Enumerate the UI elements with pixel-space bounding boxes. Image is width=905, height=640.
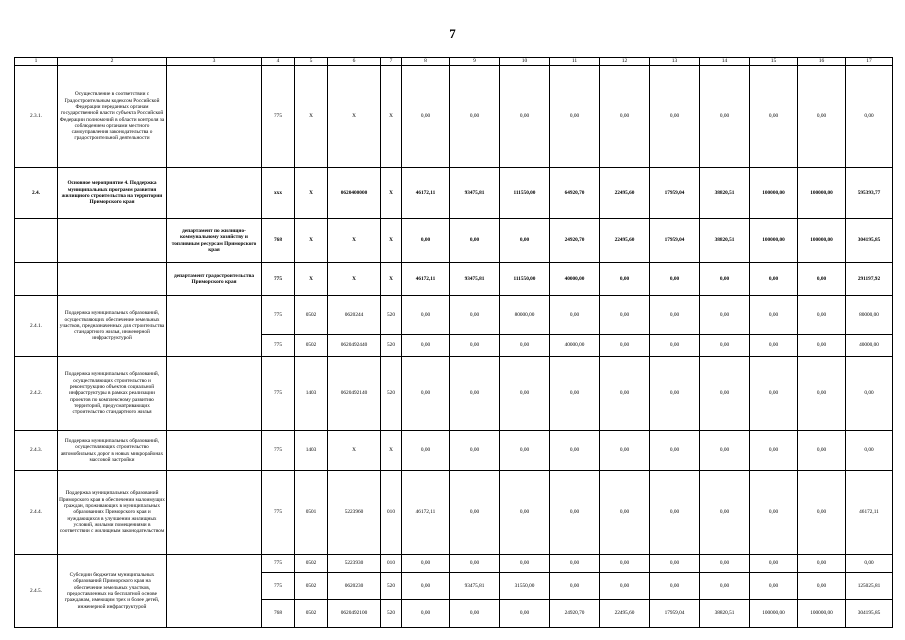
value-cell: 0,00	[550, 357, 600, 431]
value-cell: 0,00	[798, 296, 846, 335]
value-cell: 0,00	[650, 335, 700, 357]
value-cell: 64920,70	[550, 168, 600, 219]
value-cell: 520	[381, 296, 402, 335]
header-cell: 9	[450, 58, 500, 66]
value-cell: 768	[262, 219, 295, 263]
value-cell: 0,00	[500, 555, 550, 573]
value-cell: Х	[295, 219, 328, 263]
value-cell: 0,00	[750, 296, 798, 335]
value-cell: 0,00	[700, 431, 750, 471]
value-cell: 291197,92	[846, 263, 893, 296]
value-cell: 775	[262, 471, 295, 555]
header-cell: 2	[58, 58, 167, 66]
table-row	[15, 219, 893, 263]
value-cell: 0,00	[750, 263, 798, 296]
value-cell: 40000,00	[550, 335, 600, 357]
value-cell: 46172,11	[402, 168, 450, 219]
header-cell: 1	[15, 58, 58, 66]
value-cell: 0,00	[600, 431, 650, 471]
value-cell: 0,00	[700, 573, 750, 600]
value-cell: 0,00	[700, 471, 750, 555]
value-cell: 22495,60	[600, 168, 650, 219]
value-cell: 40000,00	[846, 335, 893, 357]
value-cell: 0620400000	[328, 168, 381, 219]
value-cell: 775	[262, 431, 295, 471]
value-cell: 0,00	[798, 573, 846, 600]
value-cell: 100000,00	[798, 168, 846, 219]
value-cell: 304195,85	[846, 219, 893, 263]
value-cell: 17959,04	[650, 219, 700, 263]
value-cell: 520	[381, 357, 402, 431]
value-cell: 775	[262, 573, 295, 600]
value-cell: 22495,60	[600, 219, 650, 263]
item-description: Осуществление в соответствии с Градостроительным кодексом Российской Федерации переданных органам государственной власти субъекта Российской Федерации полномочий в области контроля за соблюдением органами местного самоуправления законодательства о градостроительной деятельности	[58, 66, 167, 168]
table-row	[15, 431, 893, 471]
value-cell: Х	[328, 219, 381, 263]
empty-cell	[167, 296, 262, 357]
value-cell: 0,00	[550, 66, 600, 168]
value-cell: 0,00	[450, 219, 500, 263]
value-cell: 775	[262, 335, 295, 357]
value-cell: Х	[295, 263, 328, 296]
value-cell: 125025,81	[846, 573, 893, 600]
value-cell: 775	[262, 296, 295, 335]
value-cell: 0,00	[450, 66, 500, 168]
header-cell: 5	[295, 58, 328, 66]
value-cell: 0,00	[500, 431, 550, 471]
value-cell: Х	[328, 66, 381, 168]
value-cell: 0,00	[500, 600, 550, 628]
header-cell: 16	[798, 58, 846, 66]
value-cell: 0,00	[402, 219, 450, 263]
value-cell: 0,00	[402, 431, 450, 471]
value-cell: Х	[381, 66, 402, 168]
value-cell: 93475,81	[450, 263, 500, 296]
value-cell: 0,00	[750, 573, 798, 600]
value-cell: 100000,00	[750, 600, 798, 628]
empty-cell	[58, 219, 167, 263]
value-cell: Х	[328, 431, 381, 471]
value-cell: 0,00	[600, 471, 650, 555]
value-cell: 520	[381, 573, 402, 600]
value-cell: 0,00	[450, 555, 500, 573]
value-cell: 24920,70	[550, 600, 600, 628]
table-row	[15, 66, 893, 168]
value-cell: 0,00	[500, 357, 550, 431]
value-cell: 0,00	[798, 66, 846, 168]
value-cell: 0,00	[500, 335, 550, 357]
value-cell: 0,00	[700, 335, 750, 357]
value-cell: 1403	[295, 357, 328, 431]
header-cell: 14	[700, 58, 750, 66]
empty-cell	[15, 219, 58, 263]
value-cell: 0,00	[700, 296, 750, 335]
page-number: 7	[449, 26, 456, 41]
value-cell: 520	[381, 600, 402, 628]
value-cell: 0502	[295, 296, 328, 335]
value-cell: 0,00	[650, 357, 700, 431]
header-cell: 13	[650, 58, 700, 66]
header-cell: 11	[550, 58, 600, 66]
value-cell: Х	[295, 66, 328, 168]
value-cell: 0,00	[750, 555, 798, 573]
value-cell: 768	[262, 600, 295, 628]
value-cell: 0,00	[402, 573, 450, 600]
value-cell: 100000,00	[750, 219, 798, 263]
value-cell: 0,00	[650, 66, 700, 168]
value-cell: 304195,85	[846, 600, 893, 628]
value-cell: 0,00	[798, 263, 846, 296]
value-cell: 17959,04	[650, 600, 700, 628]
value-cell: 0,00	[550, 555, 600, 573]
value-cell: 0,00	[750, 471, 798, 555]
value-cell: 595393,77	[846, 168, 893, 219]
value-cell: 0,00	[600, 573, 650, 600]
value-cell: 0,00	[450, 357, 500, 431]
value-cell: 46172,11	[402, 263, 450, 296]
value-cell: 0,00	[700, 263, 750, 296]
item-description: Поддержка муниципальных образований Приморского края в обеспечении малоимущих граждан, проживающих в муниципальных образованиях Приморского края и нуждающихся в улучшении жилищных условий, жилыми помещениями в соответствии с жилищным законодательством	[58, 471, 167, 555]
value-cell: 0,00	[600, 555, 650, 573]
value-cell: 5223960	[328, 471, 381, 555]
header-row	[15, 58, 893, 66]
value-cell: 0,00	[402, 296, 450, 335]
value-cell: 010	[381, 555, 402, 573]
value-cell: 0,00	[650, 555, 700, 573]
value-cell: 0,00	[550, 471, 600, 555]
value-cell: 100000,00	[798, 600, 846, 628]
value-cell: 0,00	[402, 600, 450, 628]
header-cell: 12	[600, 58, 650, 66]
value-cell: 0,00	[450, 335, 500, 357]
value-cell: 0,00	[450, 431, 500, 471]
value-cell: 775	[262, 555, 295, 573]
executor-cell	[167, 471, 262, 555]
value-cell: 0,00	[600, 335, 650, 357]
value-cell: 0,00	[402, 555, 450, 573]
header-cell: 6	[328, 58, 381, 66]
value-cell: 0502	[295, 335, 328, 357]
value-cell: 0620492100	[328, 600, 381, 628]
executor-cell	[167, 357, 262, 431]
value-cell: 0,00	[600, 296, 650, 335]
value-cell: 775	[262, 357, 295, 431]
value-cell: 775	[262, 66, 295, 168]
value-cell: 0,00	[402, 357, 450, 431]
executor-cell	[167, 66, 262, 168]
value-cell: 0502	[295, 555, 328, 573]
header-cell: 8	[402, 58, 450, 66]
table-row	[15, 263, 893, 296]
executor-cell: департамент градостроительства Приморского края	[167, 263, 262, 296]
value-cell: 0,00	[700, 66, 750, 168]
value-cell: 24920,70	[550, 219, 600, 263]
value-cell: 0,00	[750, 335, 798, 357]
empty-cell	[58, 263, 167, 296]
value-cell: 0,00	[550, 431, 600, 471]
item-number: 2.4.3.	[15, 431, 58, 471]
value-cell: 0620492440	[328, 335, 381, 357]
value-cell: 0,00	[798, 555, 846, 573]
value-cell: 0,00	[650, 431, 700, 471]
value-cell: 0,00	[846, 66, 893, 168]
empty-cell	[15, 263, 58, 296]
item-description: Поддержка муниципальных образований, осуществляющих обеспечение земельных участков, предназначенных для строительства стандартного жилья, инженерной инфраструктурой	[58, 296, 167, 357]
header-cell: 17	[846, 58, 893, 66]
value-cell: 0620492140	[328, 357, 381, 431]
value-cell: 0,00	[650, 263, 700, 296]
item-description: Поддержка муниципальных образований, осуществляющих строительство автомобильных дорог в новых микрорайонах массовой застройки	[58, 431, 167, 471]
value-cell: 0,00	[750, 66, 798, 168]
value-cell: ххх	[262, 168, 295, 219]
table-row	[15, 471, 893, 555]
budget-table	[14, 57, 893, 628]
value-cell: 0,00	[650, 471, 700, 555]
item-number: 2.4.4.	[15, 471, 58, 555]
value-cell: 1403	[295, 431, 328, 471]
item-description: Основное мероприятие 4. Поддержка муниципальных программ развития жилищного строительства на территории Приморского края	[58, 168, 167, 219]
header-cell: 7	[381, 58, 402, 66]
empty-cell	[167, 555, 262, 628]
value-cell: 0,00	[500, 219, 550, 263]
value-cell: 100000,00	[750, 168, 798, 219]
item-number: 2.4.	[15, 168, 58, 219]
value-cell: Х	[381, 168, 402, 219]
item-number: 2.4.1.	[15, 296, 58, 357]
value-cell: Х	[381, 219, 402, 263]
value-cell: 0,00	[650, 296, 700, 335]
value-cell: Х	[381, 263, 402, 296]
executor-cell	[167, 168, 262, 219]
value-cell: 0,00	[846, 357, 893, 431]
value-cell: 0620230	[328, 573, 381, 600]
table-row	[15, 357, 893, 431]
value-cell: 0,00	[450, 296, 500, 335]
value-cell: 0,00	[500, 471, 550, 555]
value-cell: 38820,51	[700, 219, 750, 263]
value-cell: 22495,60	[600, 600, 650, 628]
value-cell: 40000,00	[550, 263, 600, 296]
header-cell: 4	[262, 58, 295, 66]
value-cell: 0,00	[650, 573, 700, 600]
value-cell: 100000,00	[798, 219, 846, 263]
value-cell: 0,00	[450, 600, 500, 628]
value-cell: 775	[262, 263, 295, 296]
value-cell: 010	[381, 471, 402, 555]
value-cell: 0,00	[700, 555, 750, 573]
value-cell: 0,00	[600, 263, 650, 296]
value-cell: 0,00	[846, 431, 893, 471]
value-cell: 38820,51	[700, 600, 750, 628]
item-description: Поддержка муниципальных образований, осуществляющих строительство и реконструкцию объектов социальной инфраструктуры в рамках реализации проектов по комплексному развитию территорий, предусматривающих строительство стандартного жилья	[58, 357, 167, 431]
executor-cell	[167, 431, 262, 471]
value-cell: 111550,00	[500, 263, 550, 296]
value-cell: 93475,81	[450, 573, 500, 600]
value-cell: 0,00	[550, 573, 600, 600]
value-cell: 46172,11	[402, 471, 450, 555]
value-cell: 0,00	[450, 471, 500, 555]
value-cell: 0,00	[600, 66, 650, 168]
value-cell: 80000,00	[846, 296, 893, 335]
value-cell: 0,00	[750, 431, 798, 471]
item-number: 2.4.2.	[15, 357, 58, 431]
table-row	[15, 296, 893, 335]
value-cell: Х	[381, 431, 402, 471]
value-cell: 0,00	[600, 357, 650, 431]
value-cell: 0,00	[700, 357, 750, 431]
value-cell: 0,00	[402, 335, 450, 357]
value-cell: 31550,00	[500, 573, 550, 600]
value-cell: 0,00	[798, 431, 846, 471]
value-cell: Х	[328, 263, 381, 296]
header-cell: 10	[500, 58, 550, 66]
value-cell: 0,00	[750, 357, 798, 431]
value-cell: 93475,81	[450, 168, 500, 219]
value-cell: 0,00	[402, 66, 450, 168]
value-cell: 0,00	[798, 357, 846, 431]
value-cell: 111550,00	[500, 168, 550, 219]
value-cell: 38820,51	[700, 168, 750, 219]
value-cell: 17959,04	[650, 168, 700, 219]
value-cell: 0502	[295, 600, 328, 628]
value-cell: 0,00	[846, 555, 893, 573]
header-cell: 15	[750, 58, 798, 66]
value-cell: 46172,11	[846, 471, 893, 555]
table-row	[15, 168, 893, 219]
item-description: Субсидии бюджетам муниципальных образований Приморского края на обеспечение земельных участков, предоставленных на бесплатной основе гражданам, имеющим трех и более детей, инженерной инфраструктурой	[58, 555, 167, 628]
value-cell: 0,00	[550, 296, 600, 335]
executor-cell: департамент по жилищно-коммунальному хозяйству и топливным ресурсам Приморского края	[167, 219, 262, 263]
table-row	[15, 555, 893, 573]
value-cell: 80000,00	[500, 296, 550, 335]
value-cell: 520	[381, 335, 402, 357]
value-cell: 0,00	[798, 471, 846, 555]
header-cell: 3	[167, 58, 262, 66]
value-cell: 0,00	[798, 335, 846, 357]
item-number: 2.3.1.	[15, 66, 58, 168]
value-cell: 0502	[295, 573, 328, 600]
value-cell: 5223930	[328, 555, 381, 573]
value-cell: 0501	[295, 471, 328, 555]
value-cell: Х	[295, 168, 328, 219]
value-cell: 0620244	[328, 296, 381, 335]
item-number: 2.4.5.	[15, 555, 58, 628]
value-cell: 0,00	[500, 66, 550, 168]
